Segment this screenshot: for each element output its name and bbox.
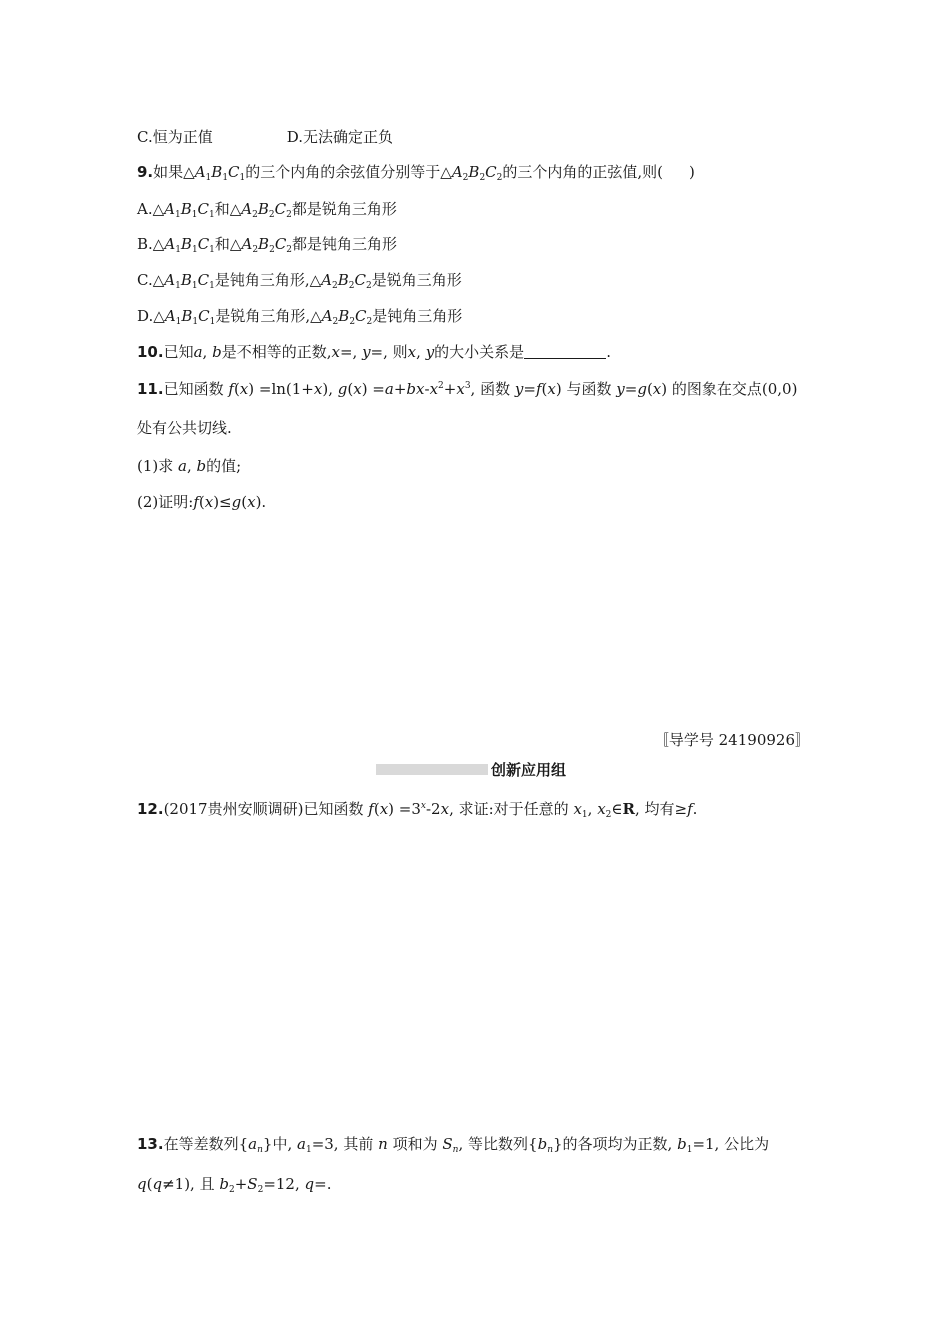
q12-number: 12. — [137, 800, 164, 818]
q13-stem-line1: 13.在等差数列$\{a_n\}$中, $a_1=3$, 其前 n 项和为 $S_n$, 等比数列$\{b_n\}$的各项均为正数, $b_1=1$, 公比为 — [137, 1135, 770, 1155]
q9-option-c: $C.\triangle A_1B_1C_1$是钝角三角形$,\triangle A_2B_2C_2$是锐角三角形 — [137, 271, 462, 291]
q11-stem-line1: 11.已知函数 f(x) =ln(1+x), $g(x) =a+bx-x^2+x^3$, 函数 y=f(x) 与函数 y=g(x) 的图象在交点(0,0) — [137, 380, 798, 398]
q11-number: 11. — [137, 380, 164, 398]
q10-number: 10. — [137, 343, 164, 361]
q9-stem: 9.如果$\triangle A_1B_1C_1$的三个内角的余弦值分别等于$\triangle A_2B_2C_2$的三个内角的正弦值,则( ) — [137, 163, 695, 183]
q9-option-a: $A.\triangle A_1B_1C_1$和$\triangle A_2B_2C_2$都是锐角三角形 — [137, 200, 397, 220]
q9-option-d: $D.\triangle A_1B_1C_1$是锐角三角形$,\triangle A_2B_2C_2$是钝角三角形 — [137, 307, 463, 327]
q12-stem: 12.(2017贵州安顺调研)已知函数 $f(x) =3^x-2x$, 求证:对于任意的 $x_1$, $x_2\in R$, 均有≥f. — [137, 800, 698, 820]
q9-number: 9. — [137, 163, 154, 181]
q8-options-line — [137, 127, 393, 147]
q10-stem: 10.已知a, b是不相等的正数,x=, y=, 则x, y的大小关系是 . — [137, 343, 611, 361]
q8-option-d: D.无法确定正负 — [286, 128, 393, 146]
q10-answer-blank[interactable] — [524, 344, 606, 359]
q9-option-b: $B.\triangle A_1B_1C_1$和$\triangle A_2B_2C_2$都是钝角三角形 — [137, 235, 398, 255]
q13-number: 13. — [137, 1135, 164, 1153]
q11-sub1: (1)求 a, b的值; — [137, 457, 242, 475]
q8-option-c: C.恒为正值 — [137, 128, 213, 146]
section-title: 创新应用组 — [491, 761, 567, 779]
section-header-bar — [376, 764, 488, 775]
q11-stem-line2: 处有公共切线. — [137, 419, 232, 437]
q13-stem-line2: q(q≠1), 且 $b_2+S_2=12$, q=. — [137, 1175, 332, 1195]
q11-sub2: (2)证明:f(x)≤g(x). — [137, 493, 267, 511]
guide-number: 〚导学号 24190926〛 — [653, 731, 810, 749]
